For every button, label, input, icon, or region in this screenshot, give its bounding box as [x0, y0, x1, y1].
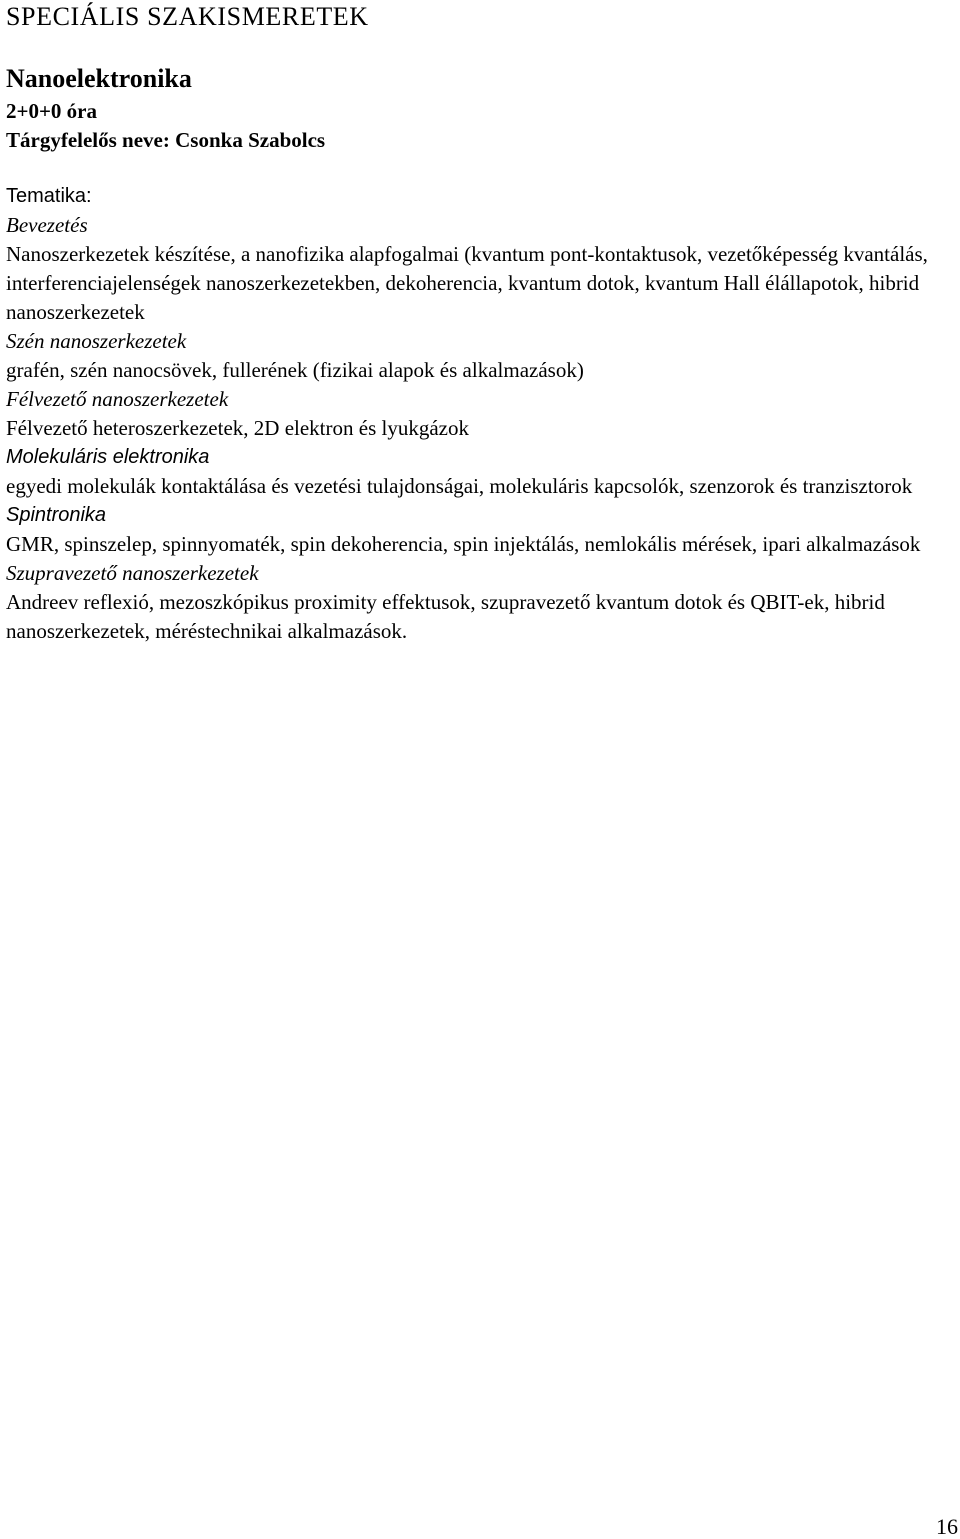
course-hours: 2+0+0 óra	[6, 99, 98, 123]
topic-heading-spintronika: Spintronika	[6, 504, 107, 526]
topic-heading-molekularis: Molekuláris elektronika	[6, 446, 210, 468]
topic-item	[6, 211, 956, 327]
topic-heading-szupravezeto: Szupravezető nanoszerkezetek	[6, 561, 259, 585]
topic-body-szupravezeto: Andreev reflexió, mezoszkópikus proximity effektusok, szupravezető kvantum dotok és QBIT-ek, hibrid nanoszerkezetek, méréstechnikai alkalmazások.	[6, 590, 885, 643]
tematika-section	[6, 182, 956, 646]
topic-body-felvezeto: Félvezető heteroszerkezetek, 2D elektron és lyukgázok	[6, 416, 469, 440]
topic-body-spintronika: GMR, spinszelep, spinnyomaték, spin dekoherencia, spin injektálás, nemlokális mérések, ipari alkalmazások	[6, 532, 921, 556]
section-title: SPECIÁLIS SZAKISMERETEK	[6, 2, 369, 31]
topic-body-molekularis: egyedi molekulák kontaktálása és vezetési tulajdonságai, molekuláris kapcsolók, szenzorok és tranzisztorok	[6, 474, 913, 498]
topic-heading-szen: Szén nanoszerkezetek	[6, 329, 187, 353]
topic-body-bevezetes: Nanoszerkezetek készítése, a nanofizika alapfogalmai (kvantum pont-kontaktusok, vezetőképesség kvantálás, interferenciajelenségek nanoszerkezetekben, dekoherencia, kvantum dotok, kvantum Hall élállapotok, hibrid nanoszerkezetek	[6, 242, 928, 324]
topic-body-szen: grafén, szén nanocsövek, fullerének (fizikai alapok és alkalmazások)	[6, 358, 584, 382]
course-title: Nanoelektronika	[6, 64, 192, 93]
topic-item	[6, 385, 956, 443]
topic-item	[6, 443, 956, 501]
course-responsible: Tárgyfelelős neve: Csonka Szabolcs	[6, 128, 326, 152]
tematika-label: Tematika:	[6, 185, 92, 207]
topic-item	[6, 501, 956, 559]
page-number: 16	[936, 1514, 958, 1539]
topic-heading-bevezetes: Bevezetés	[6, 213, 88, 237]
topic-item	[6, 327, 956, 385]
topic-heading-felvezeto: Félvezető nanoszerkezetek	[6, 387, 229, 411]
topic-item	[6, 559, 956, 646]
